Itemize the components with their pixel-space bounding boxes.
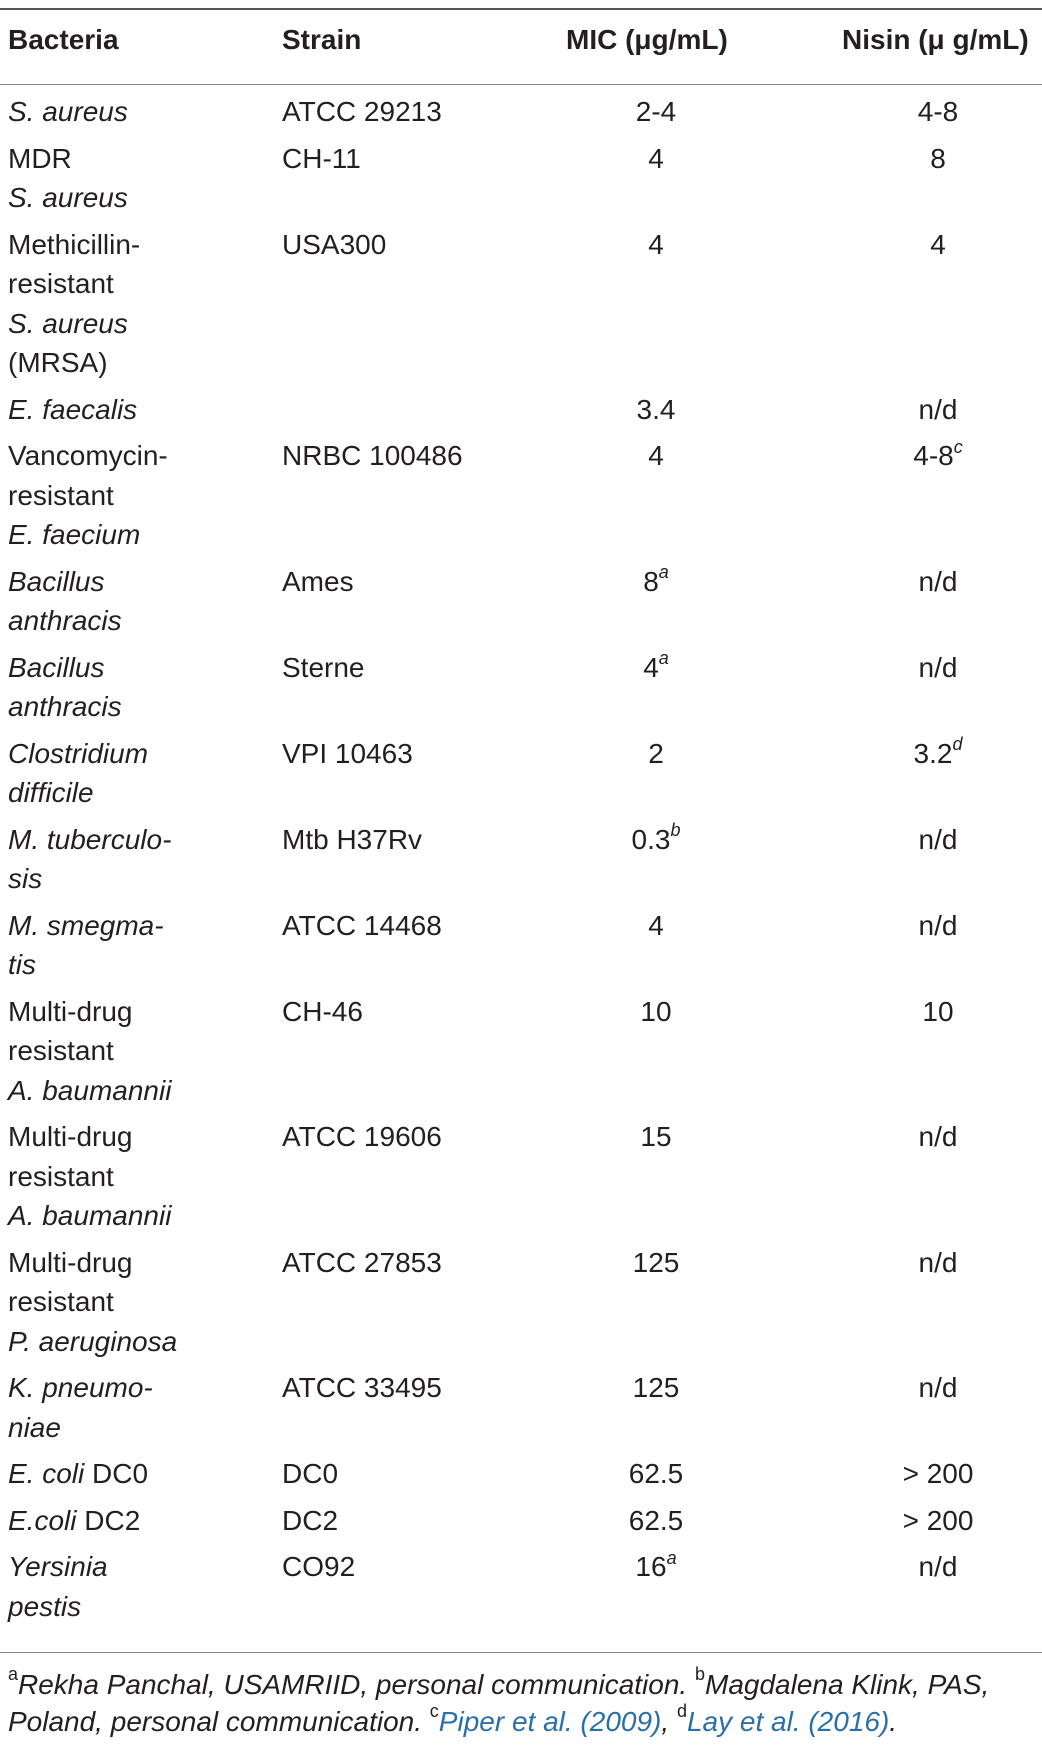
cell-strain: Sterne xyxy=(282,651,365,683)
cell-nisin xyxy=(858,92,1018,132)
bacteria-line xyxy=(8,139,258,179)
mic-value: 2 xyxy=(648,737,664,769)
bacteria-line xyxy=(8,264,258,304)
bacteria-name: Multi-drug xyxy=(8,1121,133,1152)
nisin-value: 4 xyxy=(930,228,946,260)
bacteria-line xyxy=(8,945,258,985)
nisin-value: n/d xyxy=(918,1246,958,1278)
nisin-value: n/d xyxy=(918,651,958,683)
bacteria-name: E.coli xyxy=(8,1504,77,1536)
cell-bacteria xyxy=(8,225,258,383)
bacteria-name: pestis xyxy=(8,1590,82,1622)
cell-nisin xyxy=(858,1547,1018,1587)
cell-mic xyxy=(576,1117,736,1157)
bacteria-name: resistant xyxy=(8,479,114,511)
mic-value: 62.5 xyxy=(628,1504,684,1536)
footnote-a-marker: a xyxy=(8,1663,19,1684)
bacteria-line xyxy=(8,1547,258,1587)
bacteria-line xyxy=(8,1454,258,1494)
nisin-value: n/d xyxy=(918,1372,958,1403)
cell-mic xyxy=(576,225,736,265)
nisin-value: 4-8 xyxy=(917,96,959,127)
cell-mic xyxy=(576,436,736,476)
cell-mic xyxy=(576,1368,736,1408)
cell-nisin xyxy=(858,1454,1018,1494)
bacteria-line xyxy=(8,304,258,344)
cell-strain: ATCC 14468 xyxy=(282,909,442,941)
bacteria-name: anthracis xyxy=(8,605,122,636)
cell-strain: DC2 xyxy=(282,1504,339,1536)
footnote-separator: , xyxy=(661,1706,677,1737)
nisin-value: 8 xyxy=(930,142,946,174)
bacteria-name: E. faecium xyxy=(8,519,141,550)
bacteria-name: anthracis xyxy=(8,691,122,722)
footnote-c-marker: c xyxy=(429,1700,439,1721)
cell-mic xyxy=(576,820,736,860)
cell-strain: ATCC 27853 xyxy=(282,1246,442,1278)
mic-value: 4 xyxy=(648,142,664,174)
bacteria-line xyxy=(8,1243,258,1283)
mic-value: 125 xyxy=(632,1372,680,1403)
mic-footnote-marker: b xyxy=(670,820,681,841)
nisin-value: n/d xyxy=(918,909,958,941)
cell-strain: DC0 xyxy=(282,1458,339,1489)
bacteria-name: (MRSA) xyxy=(8,347,108,378)
cell-bacteria xyxy=(8,1454,258,1494)
bacteria-name: Bacillus xyxy=(8,651,105,683)
cell-nisin xyxy=(858,1117,1018,1157)
bacteria-name: tis xyxy=(8,949,36,980)
bacteria-line xyxy=(8,92,258,132)
cell-strain: VPI 10463 xyxy=(282,737,413,769)
cell-nisin xyxy=(858,906,1018,946)
bacteria-line xyxy=(8,1031,258,1071)
cell-strain: CO92 xyxy=(282,1551,356,1582)
nisin-value: n/d xyxy=(918,1121,958,1152)
bacteria-line xyxy=(8,476,258,516)
mic-value: 0.3 xyxy=(631,823,671,855)
bacteria-line xyxy=(8,390,258,430)
bacteria-name: difficile xyxy=(8,777,94,808)
cell-strain: NRBC 100486 xyxy=(282,440,463,471)
bacteria-name: K. pneumo- xyxy=(8,1372,153,1403)
bacteria-name: P. aeruginosa xyxy=(8,1325,178,1357)
bacteria-line xyxy=(8,734,258,774)
bacteria-name: M. smegma- xyxy=(8,909,164,941)
cell-mic xyxy=(576,562,736,602)
cell-nisin xyxy=(858,1243,1018,1283)
nisin-value: 4-8 xyxy=(913,440,954,471)
mic-value: 15 xyxy=(640,1121,672,1152)
cell-bacteria xyxy=(8,820,258,899)
cell-nisin xyxy=(858,1368,1018,1408)
mic-value: 8 xyxy=(643,565,659,597)
cell-bacteria xyxy=(8,1368,258,1447)
nisin-value: > 200 xyxy=(902,1504,974,1536)
bacteria-name: A. baumannii xyxy=(8,1200,172,1231)
cell-mic xyxy=(576,734,736,774)
footnote-b-text: Magdalena Klink, PAS, Poland, personal communication. xyxy=(8,1669,990,1737)
cell-strain: ATCC 33495 xyxy=(282,1372,442,1403)
cell-strain: CH-11 xyxy=(282,142,361,174)
mic-value: 62.5 xyxy=(628,1458,684,1489)
bacteria-name: A. baumannii xyxy=(8,1074,172,1106)
bacteria-name: resistant xyxy=(8,268,114,299)
cell-bacteria xyxy=(8,906,258,985)
mic-value: 4 xyxy=(648,909,664,941)
table-footnotes xyxy=(8,1663,1038,1740)
cell-mic xyxy=(576,139,736,179)
cell-mic xyxy=(576,390,736,430)
cell-nisin xyxy=(858,1501,1018,1541)
bacteria-line xyxy=(8,436,258,476)
cell-nisin xyxy=(858,139,1018,179)
cell-nisin xyxy=(858,436,1018,476)
bacteria-name: Vancomycin- xyxy=(8,440,168,471)
bacteria-line xyxy=(8,820,258,860)
bacteria-name: Multi-drug xyxy=(8,1246,133,1278)
footnote-c-reference-link[interactable]: Piper et al. (2009) xyxy=(438,1706,662,1737)
bacteria-name: niae xyxy=(8,1411,61,1443)
bacteria-line xyxy=(8,178,258,218)
mic-value: 125 xyxy=(632,1246,680,1278)
mic-value: 4 xyxy=(648,228,664,260)
bacteria-line xyxy=(8,773,258,813)
cell-strain: Ames xyxy=(282,565,354,597)
header-mic: MIC (μg/mL) xyxy=(566,24,728,55)
bacteria-name: Clostridium xyxy=(8,737,149,769)
cell-bacteria xyxy=(8,1243,258,1362)
cell-mic xyxy=(576,648,736,688)
cell-bacteria xyxy=(8,992,258,1111)
footnote-b-marker: b xyxy=(694,1663,705,1684)
bacteria-name: resistant xyxy=(8,1286,114,1317)
nisin-footnote-marker: d xyxy=(952,734,963,755)
bacteria-name: S. aureus xyxy=(8,182,128,213)
bacteria-name: S. aureus xyxy=(8,307,128,339)
bacteria-line xyxy=(8,562,258,602)
mic-footnote-marker: a xyxy=(658,648,669,669)
bacteria-line xyxy=(8,687,258,727)
bacteria-suffix: DC0 xyxy=(84,1458,149,1489)
mic-value: 16 xyxy=(635,1551,667,1582)
bacteria-line xyxy=(8,906,258,946)
bacteria-name: E. faecalis xyxy=(8,393,138,425)
cell-strain: Mtb H37Rv xyxy=(282,823,423,855)
cell-bacteria xyxy=(8,1547,258,1626)
cell-nisin xyxy=(858,992,1018,1032)
nisin-footnote-marker: c xyxy=(953,436,963,457)
cell-bacteria xyxy=(8,1117,258,1236)
bacteria-line xyxy=(8,1117,258,1157)
bacteria-name: resistant xyxy=(8,1160,114,1192)
cell-bacteria xyxy=(8,1501,258,1541)
mic-footnote-marker: a xyxy=(658,562,669,583)
cell-bacteria xyxy=(8,390,258,430)
cell-bacteria xyxy=(8,648,258,727)
cell-nisin xyxy=(858,225,1018,265)
mic-value: 2-4 xyxy=(635,96,677,127)
table-bottom-rule xyxy=(0,1652,1042,1653)
nisin-value: n/d xyxy=(918,393,958,425)
bacteria-name: M. tuberculo- xyxy=(8,823,172,855)
header-rule xyxy=(0,84,1042,85)
nisin-value: > 200 xyxy=(902,1458,974,1489)
header-nisin: Nisin (μ g/mL) xyxy=(842,24,1029,55)
cell-nisin xyxy=(858,820,1018,860)
bacteria-line xyxy=(8,601,258,641)
cell-strain: ATCC 29213 xyxy=(282,96,442,127)
bacteria-line xyxy=(8,1282,258,1322)
cell-bacteria xyxy=(8,436,258,555)
cell-bacteria xyxy=(8,562,258,641)
table-top-rule xyxy=(0,8,1042,10)
bacteria-name: Yersinia xyxy=(8,1551,108,1582)
bacteria-suffix: DC2 xyxy=(76,1504,141,1536)
cell-bacteria xyxy=(8,734,258,813)
bacteria-line xyxy=(8,1587,258,1627)
bacteria-line xyxy=(8,1501,258,1541)
bacteria-line xyxy=(8,859,258,899)
cell-mic xyxy=(576,1243,736,1283)
bacteria-line xyxy=(8,992,258,1032)
bacteria-line xyxy=(8,648,258,688)
footnote-d-reference-link[interactable]: Lay et al. (2016) xyxy=(686,1706,890,1737)
cell-mic xyxy=(576,1454,736,1494)
bacteria-line xyxy=(8,1368,258,1408)
cell-mic xyxy=(576,1547,736,1587)
bacteria-name: Methicillin- xyxy=(8,228,141,260)
bacteria-line xyxy=(8,515,258,555)
cell-bacteria xyxy=(8,139,258,218)
bacteria-name: S. aureus xyxy=(8,96,128,127)
cell-nisin xyxy=(858,734,1018,774)
nisin-value: n/d xyxy=(918,565,958,597)
bacteria-name: MDR xyxy=(8,142,72,174)
bacteria-line xyxy=(8,1196,258,1236)
cell-nisin xyxy=(858,390,1018,430)
cell-mic xyxy=(576,992,736,1032)
cell-nisin xyxy=(858,648,1018,688)
header-bacteria: Bacteria xyxy=(8,24,119,55)
mic-value: 10 xyxy=(640,995,672,1027)
nisin-value: n/d xyxy=(918,823,958,855)
bacteria-name: sis xyxy=(8,863,43,894)
footnote-d-marker: d xyxy=(676,1700,687,1721)
cell-strain: CH-46 xyxy=(282,995,363,1027)
header-strain: Strain xyxy=(282,24,362,55)
nisin-value: n/d xyxy=(918,1551,958,1582)
bacteria-name: resistant xyxy=(8,1035,114,1066)
bacteria-name: E. coli xyxy=(8,1458,85,1489)
bacteria-line xyxy=(8,225,258,265)
cell-strain: USA300 xyxy=(282,228,387,260)
footnote-end: . xyxy=(889,1706,898,1737)
bacteria-line xyxy=(8,1157,258,1197)
bacteria-line xyxy=(8,1322,258,1362)
cell-mic xyxy=(576,906,736,946)
cell-strain: ATCC 19606 xyxy=(282,1121,442,1152)
bacteria-line xyxy=(8,343,258,383)
cell-mic xyxy=(576,1501,736,1541)
cell-nisin xyxy=(858,562,1018,602)
nisin-value: 10 xyxy=(922,995,954,1027)
cell-bacteria xyxy=(8,92,258,132)
bacteria-line xyxy=(8,1071,258,1111)
mic-value: 3.4 xyxy=(636,393,676,425)
mic-footnote-marker: a xyxy=(666,1547,677,1568)
bacteria-line xyxy=(8,1408,258,1448)
cell-mic xyxy=(576,92,736,132)
nisin-value: 3.2 xyxy=(913,737,953,769)
mic-value: 4 xyxy=(648,440,664,471)
footnote-a-text: Rekha Panchal, USAMRIID, personal communication. xyxy=(18,1669,695,1700)
mic-value: 4 xyxy=(643,651,659,683)
bacteria-name: Bacillus xyxy=(8,565,105,597)
bacteria-name: Multi-drug xyxy=(8,995,133,1027)
